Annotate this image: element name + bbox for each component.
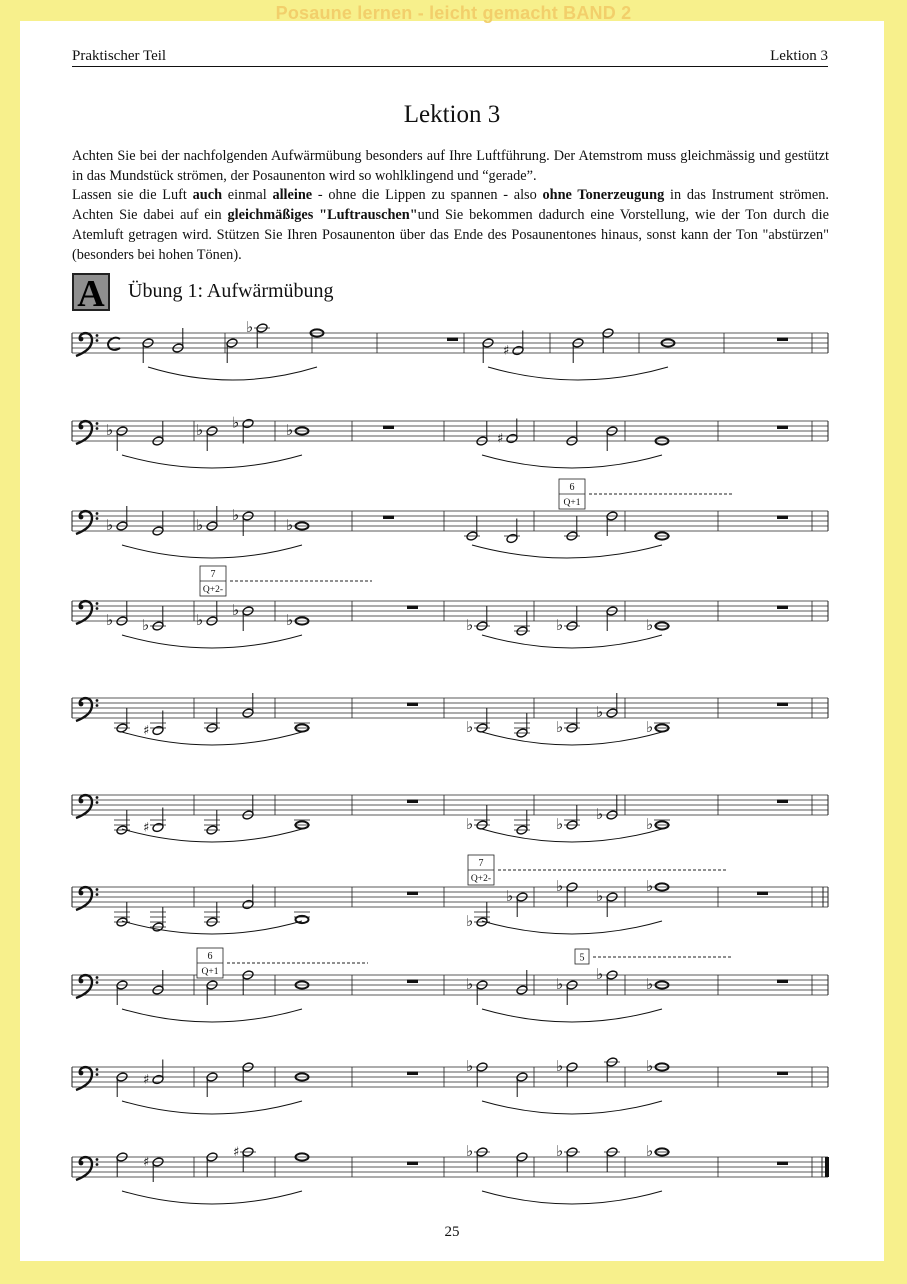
flat-icon: ♭ bbox=[596, 805, 604, 823]
bass-clef-dot bbox=[96, 512, 99, 515]
bass-clef-dot bbox=[96, 1068, 99, 1071]
whole-rest-icon bbox=[777, 606, 788, 610]
staff-system bbox=[72, 601, 828, 648]
slur bbox=[122, 1191, 302, 1204]
whole-rest-icon bbox=[777, 1072, 788, 1076]
intro-paragraph-1: Achten Sie bei der nachfolgenden Aufwärmübung besonders auf Ihre Luftführung. Der Atemstrom muss gleichmässig und gestützt in das Mundstück strömen, der Posaunenton wird so wohlklingend und “gerade”. bbox=[72, 148, 829, 184]
bass-clef-dot bbox=[79, 515, 84, 520]
slur bbox=[482, 1009, 662, 1022]
flat-icon: ♭ bbox=[556, 1057, 564, 1075]
whole-rest-icon bbox=[447, 338, 458, 342]
slur bbox=[148, 367, 317, 380]
whole-rest-icon bbox=[407, 980, 418, 984]
flat-icon: ♭ bbox=[196, 611, 204, 629]
slide-position-number: 5 bbox=[579, 952, 585, 964]
whole-rest-icon bbox=[777, 516, 788, 520]
section-title: Übung 1: Aufwärmübung bbox=[128, 280, 334, 302]
book-banner: Posaune lernen - leicht gemacht BAND 2 bbox=[275, 3, 632, 23]
flat-icon: ♭ bbox=[556, 1142, 564, 1160]
flat-icon: ♭ bbox=[646, 1142, 654, 1160]
sharp-icon: ♯ bbox=[143, 820, 150, 836]
slide-position-marker bbox=[468, 855, 728, 885]
slur bbox=[122, 1009, 302, 1022]
bass-clef-icon bbox=[76, 795, 92, 818]
slide-position-marker bbox=[575, 949, 732, 964]
flat-icon: ♭ bbox=[646, 975, 654, 993]
bass-clef-icon bbox=[76, 1067, 92, 1090]
flat-icon: ♭ bbox=[556, 815, 564, 833]
staff-system bbox=[72, 414, 828, 469]
slide-position-number: 7 bbox=[478, 858, 484, 869]
bass-clef-dot bbox=[96, 334, 99, 337]
staff-system bbox=[72, 506, 828, 558]
sharp-icon: ♯ bbox=[233, 1145, 240, 1160]
staff-system bbox=[72, 318, 828, 380]
staff-system bbox=[72, 965, 828, 1022]
slur bbox=[482, 635, 662, 648]
sharp-icon: ♯ bbox=[143, 1072, 150, 1088]
slur bbox=[122, 921, 302, 934]
staff-system bbox=[72, 1142, 829, 1204]
bass-clef-dot bbox=[79, 425, 84, 430]
flat-icon: ♭ bbox=[106, 611, 114, 629]
slur bbox=[482, 455, 662, 468]
bass-clef-icon bbox=[76, 1157, 92, 1180]
slur bbox=[482, 732, 662, 745]
bass-clef-dot bbox=[96, 602, 99, 605]
bass-clef-dot bbox=[96, 1158, 99, 1161]
whole-rest-icon bbox=[407, 1072, 418, 1076]
bass-clef-icon bbox=[76, 601, 92, 624]
page-number: 25 bbox=[444, 1224, 460, 1240]
bass-clef-dot bbox=[96, 981, 99, 984]
flat-icon: ♭ bbox=[556, 718, 564, 736]
flat-icon: ♭ bbox=[232, 413, 240, 432]
bass-clef-icon bbox=[76, 975, 92, 998]
flat-icon: ♭ bbox=[286, 611, 294, 629]
flat-icon: ♭ bbox=[646, 877, 654, 895]
flat-icon: ♭ bbox=[596, 887, 604, 905]
whole-rest-icon bbox=[757, 892, 768, 896]
slur bbox=[122, 545, 302, 558]
bass-clef-icon bbox=[76, 421, 92, 444]
bass-clef-dot bbox=[79, 605, 84, 610]
bass-clef-dot bbox=[79, 1161, 84, 1166]
slur bbox=[122, 1101, 302, 1114]
bass-clef-dot bbox=[96, 607, 99, 610]
whole-rest-icon bbox=[407, 606, 418, 610]
whole-rest-icon bbox=[407, 1162, 418, 1166]
bass-clef-dot bbox=[79, 702, 84, 707]
bass-clef-dot bbox=[96, 1073, 99, 1076]
whole-rest-icon bbox=[777, 980, 788, 984]
whole-rest-icon bbox=[777, 1162, 788, 1166]
whole-rest-icon bbox=[777, 703, 788, 707]
slide-position-number: 7 bbox=[210, 569, 216, 580]
bass-clef-dot bbox=[96, 699, 99, 702]
bass-clef-dot bbox=[79, 799, 84, 804]
whole-rest-icon bbox=[407, 892, 418, 896]
whole-rest-icon bbox=[777, 338, 788, 342]
bass-clef-icon bbox=[76, 887, 92, 910]
staff-system bbox=[72, 1057, 828, 1114]
flat-icon: ♭ bbox=[646, 718, 654, 736]
bass-clef-dot bbox=[96, 339, 99, 342]
flat-icon: ♭ bbox=[106, 516, 114, 534]
slur bbox=[482, 1101, 662, 1114]
flat-icon: ♭ bbox=[196, 516, 204, 534]
slide-position-number: 6 bbox=[207, 951, 213, 962]
section-letter-box: A bbox=[72, 273, 110, 311]
flat-icon: ♭ bbox=[596, 703, 604, 721]
bass-clef-icon bbox=[76, 511, 92, 534]
flat-icon: ♭ bbox=[646, 815, 654, 833]
bass-clef-dot bbox=[96, 704, 99, 707]
whole-rest-icon bbox=[777, 426, 788, 430]
slide-position-trigger: Q+1 bbox=[201, 967, 219, 977]
bass-clef-dot bbox=[96, 796, 99, 799]
flat-icon: ♭ bbox=[106, 421, 114, 439]
bass-clef-dot bbox=[96, 801, 99, 804]
bass-clef-dot bbox=[96, 888, 99, 891]
slide-position-trigger: Q+2- bbox=[470, 874, 492, 884]
sharp-icon: ♯ bbox=[143, 1155, 150, 1170]
slide-position-trigger: Q+1 bbox=[563, 498, 581, 508]
bass-clef-icon bbox=[76, 698, 92, 721]
slide-position-marker bbox=[200, 566, 372, 596]
slide-position-marker bbox=[559, 479, 733, 509]
bass-clef-dot bbox=[79, 337, 84, 342]
slide-position-marker bbox=[197, 948, 368, 978]
slur bbox=[482, 921, 662, 934]
flat-icon: ♭ bbox=[466, 616, 474, 634]
flat-icon: ♭ bbox=[466, 975, 474, 993]
flat-icon: ♭ bbox=[246, 318, 254, 336]
bass-clef-dot bbox=[96, 976, 99, 979]
page-title: Lektion 3 bbox=[403, 101, 501, 128]
bass-clef-dot bbox=[96, 427, 99, 430]
bass-clef-dot bbox=[96, 517, 99, 520]
bass-clef-dot bbox=[96, 422, 99, 425]
bass-clef-dot bbox=[79, 891, 84, 896]
flat-icon: ♭ bbox=[506, 887, 514, 905]
bass-clef-icon bbox=[76, 333, 92, 356]
flat-icon: ♭ bbox=[232, 601, 240, 619]
sharp-icon: ♯ bbox=[503, 343, 510, 359]
flat-icon: ♭ bbox=[142, 616, 150, 634]
bass-clef-dot bbox=[96, 1163, 99, 1166]
whole-rest-icon bbox=[407, 703, 418, 707]
staff-system bbox=[72, 693, 828, 745]
bass-clef-dot bbox=[79, 1071, 84, 1076]
slide-position-number: 6 bbox=[569, 482, 575, 493]
flat-icon: ♭ bbox=[286, 516, 294, 534]
flat-icon: ♭ bbox=[556, 975, 564, 993]
flat-icon: ♭ bbox=[232, 506, 240, 524]
slur bbox=[472, 545, 662, 558]
whole-rest-icon bbox=[383, 426, 394, 430]
flat-icon: ♭ bbox=[596, 965, 604, 983]
flat-icon: ♭ bbox=[646, 1057, 654, 1075]
flat-icon: ♭ bbox=[466, 718, 474, 736]
whole-rest-icon bbox=[383, 516, 394, 520]
slur bbox=[122, 635, 302, 648]
flat-icon: ♭ bbox=[646, 616, 654, 634]
slide-position-trigger: Q+2- bbox=[202, 585, 224, 595]
sharp-icon: ♯ bbox=[143, 723, 150, 739]
flat-icon: ♭ bbox=[466, 912, 474, 930]
header-left: Praktischer Teil bbox=[72, 48, 167, 64]
flat-icon: ♭ bbox=[556, 877, 564, 895]
whole-rest-icon bbox=[777, 800, 788, 804]
flat-icon: ♭ bbox=[286, 421, 294, 439]
slur bbox=[482, 1191, 662, 1204]
bass-clef-dot bbox=[79, 979, 84, 984]
final-barline-thick bbox=[825, 1157, 829, 1177]
slur bbox=[122, 455, 302, 468]
intro-paragraph-2: Lassen sie die Luft auch einmal alleine - ohne die Lippen zu spannen - also ohne Tonerzeugung in das Instrument strömen. Achten Sie dabei auf ein gleichmäßiges "Luftrauschen"und Sie bekommen dadurch eine Vorstellung, wie der Ton durch die Atemluft getragen wird. Stützen Sie Ihren Posaunenton über das Ende des Posaunentones hinaus, sonst kann der Ton "abstürzen"(besonders bei hohen Tönen). bbox=[72, 187, 829, 263]
header-right: Lektion 3 bbox=[770, 48, 828, 64]
flat-icon: ♭ bbox=[556, 616, 564, 634]
bass-clef-dot bbox=[96, 893, 99, 896]
sharp-icon: ♯ bbox=[497, 431, 504, 447]
slur bbox=[482, 829, 662, 842]
staff-system bbox=[72, 877, 828, 934]
whole-rest-icon bbox=[407, 800, 418, 804]
flat-icon: ♭ bbox=[196, 421, 204, 439]
flat-icon: ♭ bbox=[466, 815, 474, 833]
staff-system bbox=[72, 795, 828, 842]
flat-icon: ♭ bbox=[466, 1057, 474, 1075]
slur bbox=[488, 367, 668, 380]
flat-icon: ♭ bbox=[466, 1142, 474, 1160]
